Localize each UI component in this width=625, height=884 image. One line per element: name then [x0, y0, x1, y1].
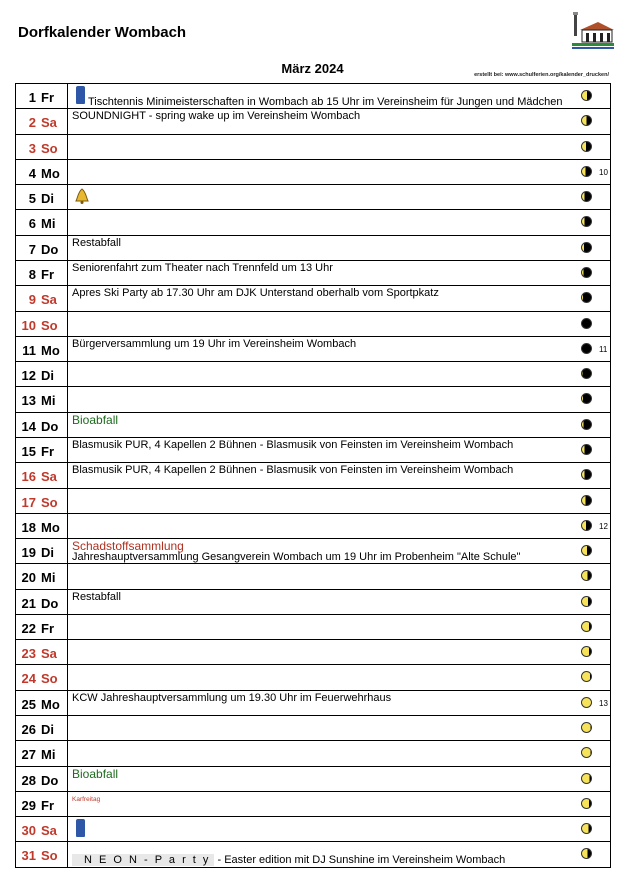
calendar-row-day-10 [15, 312, 611, 337]
calendar-row-day-20 [15, 564, 611, 589]
moon-phase-icon [581, 242, 592, 253]
moon-phase-icon [581, 621, 592, 632]
weekday-name: Fr [41, 620, 54, 636]
calendar-row-day-4 [15, 160, 611, 185]
weekday-name: Sa [41, 469, 57, 485]
weekday-name: So [41, 494, 58, 510]
week-number: 13 [599, 698, 608, 708]
trash-bin-icon [76, 819, 85, 837]
moon-phase-icon [581, 318, 592, 329]
column-divider [67, 691, 68, 715]
day-number: 3 [28, 140, 36, 156]
calendar-row-day-30 [15, 817, 611, 842]
calendar-row-day-19 [15, 539, 611, 564]
calendar-row-day-22 [15, 615, 611, 640]
moon-phase-icon [581, 798, 592, 809]
event-text: SOUNDNIGHT - spring wake up im Vereinsheim Wombach [72, 110, 361, 123]
column-divider [67, 817, 68, 841]
moon-phase-icon [581, 368, 592, 379]
column-divider [67, 564, 68, 588]
weekday-name: Di [41, 191, 54, 207]
month-heading: März 2024 [281, 61, 344, 76]
event-text: Blasmusik PUR, 4 Kapellen 2 Bühnen - Blasmusik von Feinsten im Vereinsheim Wombach [72, 464, 514, 477]
weekday-name: Di [41, 722, 54, 738]
day-number: 5 [28, 191, 36, 207]
column-divider [67, 236, 68, 260]
calendar-row-day-28 [15, 767, 611, 792]
event-text: Karfreitag [72, 795, 101, 803]
column-divider [67, 489, 68, 513]
moon-phase-icon [581, 343, 592, 354]
weekday-name: Mi [41, 216, 56, 232]
calendar-row-day-31 [15, 842, 611, 867]
weekday-name: Do [41, 418, 59, 434]
column-divider [67, 160, 68, 184]
event-text-rest: - Easter edition mit DJ Sunshine im Vereinsheim Wombach [214, 854, 506, 867]
event-text: Apres Ski Party ab 17.30 Uhr am DJK Unterstand oberhalb vom Sportpkatz [72, 287, 439, 300]
weekday-name: Mo [41, 519, 60, 535]
day-number: 17 [21, 494, 36, 510]
moon-phase-icon [581, 166, 592, 177]
calendar-row-day-13 [15, 387, 611, 412]
day-number: 2 [28, 115, 36, 131]
church-logo-icon [568, 10, 616, 58]
weekday-name: Mo [41, 342, 60, 358]
calendar-row-day-9 [15, 286, 611, 311]
weekday-name: So [41, 140, 58, 156]
weekday-name: Sa [41, 646, 57, 662]
column-divider [67, 640, 68, 664]
day-number: 22 [21, 620, 36, 636]
day-number: 23 [21, 646, 36, 662]
moon-phase-icon [581, 191, 592, 202]
day-number: 29 [21, 797, 36, 813]
weekday-name: Mi [41, 393, 56, 409]
bell-icon [74, 188, 90, 209]
event-highlight: N E O N - P a r t y [72, 854, 214, 866]
calendar-row-day-6 [15, 210, 611, 235]
calendar-row-day-5 [15, 185, 611, 210]
day-number: 7 [28, 241, 36, 257]
calendar-grid [15, 83, 611, 868]
moon-phase-icon [581, 115, 592, 126]
weekday-name: Do [41, 241, 59, 257]
column-divider [67, 387, 68, 411]
column-divider [67, 741, 68, 765]
moon-phase-icon [581, 520, 592, 531]
calendar-row-day-25 [15, 691, 611, 716]
column-divider [67, 716, 68, 740]
moon-phase-icon [581, 545, 592, 556]
column-divider [67, 590, 68, 614]
moon-phase-icon [581, 292, 592, 303]
calendar-row-day-24 [15, 665, 611, 690]
event-text [72, 854, 505, 866]
column-divider [67, 665, 68, 689]
event-text: KCW Jahreshauptversammlung um 19.30 Uhr im Feuerwehrhaus [72, 691, 392, 704]
day-number: 30 [21, 823, 36, 839]
column-divider [67, 514, 68, 538]
day-number: 12 [21, 368, 36, 384]
calendar-row-day-27 [15, 741, 611, 766]
calendar-row-day-17 [15, 489, 611, 514]
column-divider [67, 615, 68, 639]
weekday-name: Sa [41, 823, 57, 839]
moon-phase-icon [581, 646, 592, 657]
day-number: 27 [21, 747, 36, 763]
calendar-row-day-18 [15, 514, 611, 539]
weekday-name: Fr [41, 443, 54, 459]
weekday-name: Fr [41, 90, 54, 105]
calendar-row-day-3 [15, 135, 611, 160]
event-text: Blasmusik PUR, 4 Kapellen 2 Bühnen - Blasmusik von Feinsten im Vereinsheim Wombach [72, 438, 514, 451]
calendar-row-day-16 [15, 463, 611, 488]
column-divider [67, 539, 68, 563]
day-number: 4 [28, 165, 36, 181]
moon-phase-icon [581, 444, 592, 455]
event-text: Schadstoffsammlung [72, 539, 184, 554]
day-number: 20 [21, 570, 36, 586]
calendar-row-day-1 [15, 84, 611, 109]
moon-phase-icon [581, 697, 592, 708]
calendar-row-day-21 [15, 590, 611, 615]
column-divider [67, 438, 68, 462]
weekday-name: Do [41, 772, 59, 788]
weekday-name: Di [41, 368, 54, 384]
weekday-name: Mi [41, 570, 56, 586]
column-divider [67, 135, 68, 159]
column-divider [67, 312, 68, 336]
event-text: Restabfall [72, 590, 121, 603]
weekday-name: Sa [41, 292, 57, 308]
calendar-row-day-29 [15, 792, 611, 817]
column-divider [67, 185, 68, 209]
column-divider [67, 84, 68, 108]
weekday-name: Di [41, 545, 54, 561]
day-number: 19 [21, 545, 36, 561]
column-divider [67, 792, 68, 816]
moon-phase-icon [581, 671, 592, 682]
day-number: 15 [21, 443, 36, 459]
moon-phase-icon [581, 722, 592, 733]
weekday-name: So [41, 317, 58, 333]
column-divider [67, 261, 68, 285]
column-divider [67, 362, 68, 386]
weekday-name: Sa [41, 115, 57, 131]
column-divider [67, 286, 68, 310]
calendar-row-day-14 [15, 413, 611, 438]
column-divider [67, 463, 68, 487]
calendar-row-day-23 [15, 640, 611, 665]
day-number: 14 [21, 418, 36, 434]
credit-text: erstellt bei: www.schulferien.org/kalender_drucken/ [474, 72, 609, 78]
calendar-row-day-12 [15, 362, 611, 387]
moon-phase-icon [581, 747, 592, 758]
weekday-name: Fr [41, 266, 54, 282]
weekday-name: Mo [41, 696, 60, 712]
calendar-row-day-7 [15, 236, 611, 261]
calendar-row-day-11 [15, 337, 611, 362]
day-number: 28 [21, 772, 36, 788]
page-title: Dorfkalender Wombach [18, 24, 187, 41]
moon-phase-icon [581, 570, 592, 581]
moon-phase-icon [581, 596, 592, 607]
column-divider [67, 413, 68, 437]
day-number: 13 [21, 393, 36, 409]
trash-bin-icon [76, 86, 85, 104]
week-number: 11 [599, 344, 608, 354]
event-text: Bioabfall [72, 412, 119, 427]
moon-phase-icon [581, 419, 592, 430]
column-divider [67, 210, 68, 234]
day-number: 31 [21, 848, 36, 864]
moon-phase-icon [581, 495, 592, 506]
day-number: 1 [28, 90, 36, 105]
day-number: 8 [28, 266, 36, 282]
day-number: 16 [21, 469, 36, 485]
calendar-row-day-2 [15, 109, 611, 134]
moon-phase-icon [581, 216, 592, 227]
moon-phase-icon [581, 848, 592, 859]
event-text: Seniorenfahrt zum Theater nach Trennfeld um 13 Uhr [72, 261, 333, 274]
weekday-name: Fr [41, 797, 54, 813]
weekday-name: Mo [41, 165, 60, 181]
column-divider [67, 767, 68, 791]
week-number: 10 [599, 167, 608, 177]
weekday-name: Mi [41, 747, 56, 763]
event-text: Tischtennis Minimeisterschaften in Wombach ab 15 Uhr im Vereinsheim für Jungen und Mädchen [88, 96, 563, 108]
event-text: Bioabfall [72, 766, 119, 781]
weekday-name: So [41, 671, 58, 687]
event-text: Bürgerversammlung um 19 Uhr im Vereinsheim Wombach [72, 337, 357, 350]
day-number: 9 [28, 292, 36, 308]
column-divider [67, 109, 68, 133]
moon-phase-icon [581, 469, 592, 480]
weekday-name: Do [41, 595, 59, 611]
week-number: 12 [599, 521, 608, 531]
moon-phase-icon [581, 90, 592, 101]
event-text-secondary: Jahreshauptversammlung Gesangverein Wombach um 19 Uhr im Probenheim "Alte Schule" [72, 551, 521, 564]
calendar-row-day-15 [15, 438, 611, 463]
day-number: 6 [28, 216, 36, 232]
day-number: 24 [21, 671, 36, 687]
day-number: 26 [21, 722, 36, 738]
day-number: 11 [22, 342, 36, 358]
day-number: 10 [21, 317, 36, 333]
day-number: 21 [21, 595, 36, 611]
moon-phase-icon [581, 823, 592, 834]
day-number: 18 [21, 519, 36, 535]
calendar-row-day-26 [15, 716, 611, 741]
event-text: Restabfall [72, 236, 121, 249]
column-divider [67, 842, 68, 866]
moon-phase-icon [581, 393, 592, 404]
column-divider [67, 337, 68, 361]
moon-phase-icon [581, 773, 592, 784]
moon-phase-icon [581, 267, 592, 278]
calendar-row-day-8 [15, 261, 611, 286]
weekday-name: So [41, 848, 58, 864]
day-number: 25 [21, 696, 36, 712]
moon-phase-icon [581, 141, 592, 152]
